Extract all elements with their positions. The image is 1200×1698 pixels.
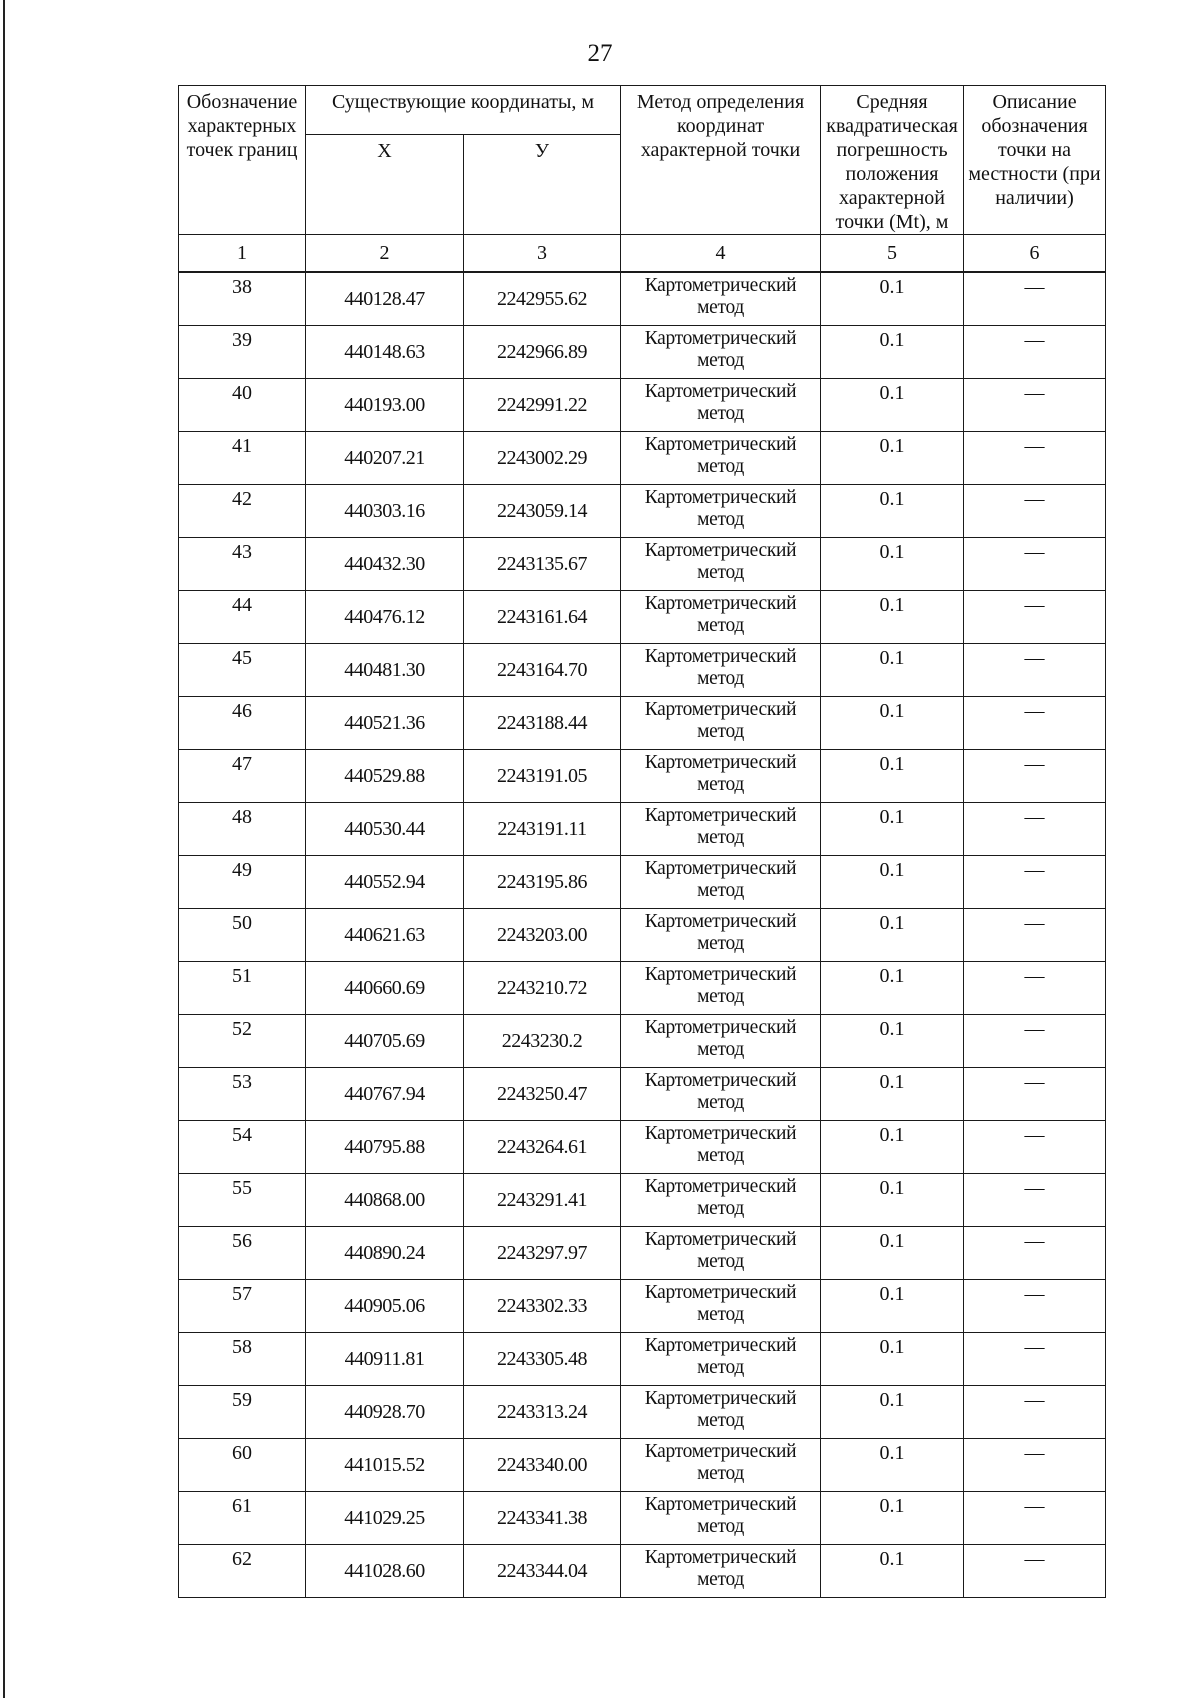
y-coordinate-cell: 2243297.97 [464, 1227, 621, 1280]
error-cell: 0.1 [821, 750, 964, 803]
method-cell: Картометрический метод [621, 485, 821, 538]
point-number-cell: 62 [179, 1545, 306, 1598]
y-coordinate-cell: 2243135.67 [464, 538, 621, 591]
y-coordinate-cell: 2243002.29 [464, 432, 621, 485]
description-cell: — [964, 1545, 1106, 1598]
description-cell: — [964, 1280, 1106, 1333]
column-number: 1 [179, 235, 306, 273]
point-number-cell: 49 [179, 856, 306, 909]
method-cell: Картометрический метод [621, 1227, 821, 1280]
x-coordinate-cell: 440481.30 [306, 644, 464, 697]
table-row [179, 1015, 1106, 1068]
error-cell: 0.1 [821, 1121, 964, 1174]
error-cell: 0.1 [821, 697, 964, 750]
description-cell: — [964, 697, 1106, 750]
table-row [179, 1333, 1106, 1386]
y-coordinate-cell: 2243191.05 [464, 750, 621, 803]
table-row [179, 909, 1106, 962]
description-cell: — [964, 750, 1106, 803]
header-mean-square-error: Средняя квадратическая погрешность положения характерной точки (Mt), м [821, 86, 964, 235]
point-number-cell: 60 [179, 1439, 306, 1492]
method-cell: Картометрический метод [621, 1280, 821, 1333]
error-cell: 0.1 [821, 909, 964, 962]
y-coordinate-cell: 2243344.04 [464, 1545, 621, 1598]
point-number-cell: 52 [179, 1015, 306, 1068]
point-number-cell: 44 [179, 591, 306, 644]
column-number: 2 [306, 235, 464, 273]
error-cell: 0.1 [821, 1492, 964, 1545]
point-number-cell: 53 [179, 1068, 306, 1121]
header-existing-coordinates: Существующие координаты, м [306, 86, 621, 135]
column-number: 3 [464, 235, 621, 273]
x-coordinate-cell: 440303.16 [306, 485, 464, 538]
method-cell: Картометрический метод [621, 856, 821, 909]
point-number-cell: 39 [179, 326, 306, 379]
table-row [179, 485, 1106, 538]
y-coordinate-cell: 2242991.22 [464, 379, 621, 432]
description-cell: — [964, 1068, 1106, 1121]
y-coordinate-cell: 2243230.2 [464, 1015, 621, 1068]
y-coordinate-cell: 2243313.24 [464, 1386, 621, 1439]
table-header [179, 86, 1106, 273]
table-row [179, 1492, 1106, 1545]
description-cell: — [964, 1227, 1106, 1280]
error-cell: 0.1 [821, 1174, 964, 1227]
error-cell: 0.1 [821, 1333, 964, 1386]
method-cell: Картометрический метод [621, 1068, 821, 1121]
error-cell: 0.1 [821, 1386, 964, 1439]
error-cell: 0.1 [821, 962, 964, 1015]
x-coordinate-cell: 440660.69 [306, 962, 464, 1015]
x-coordinate-cell: 440621.63 [306, 909, 464, 962]
point-number-cell: 42 [179, 485, 306, 538]
y-coordinate-cell: 2243161.64 [464, 591, 621, 644]
x-coordinate-cell: 440207.21 [306, 432, 464, 485]
y-coordinate-cell: 2243210.72 [464, 962, 621, 1015]
description-cell: — [964, 432, 1106, 485]
point-number-cell: 41 [179, 432, 306, 485]
point-number-cell: 59 [179, 1386, 306, 1439]
method-cell: Картометрический метод [621, 697, 821, 750]
table-row [179, 1545, 1106, 1598]
header-y: У [464, 135, 621, 235]
x-coordinate-cell: 440868.00 [306, 1174, 464, 1227]
x-coordinate-cell: 440432.30 [306, 538, 464, 591]
point-number-cell: 55 [179, 1174, 306, 1227]
y-coordinate-cell: 2243203.00 [464, 909, 621, 962]
method-cell: Картометрический метод [621, 326, 821, 379]
point-number-cell: 43 [179, 538, 306, 591]
header-point-designation: Обозначение характерных точек границ [179, 86, 306, 235]
description-cell: — [964, 856, 1106, 909]
point-number-cell: 40 [179, 379, 306, 432]
x-coordinate-cell: 440476.12 [306, 591, 464, 644]
description-cell: — [964, 1439, 1106, 1492]
method-cell: Картометрический метод [621, 962, 821, 1015]
y-coordinate-cell: 2243340.00 [464, 1439, 621, 1492]
method-cell: Картометрический метод [621, 1121, 821, 1174]
y-coordinate-cell: 2243164.70 [464, 644, 621, 697]
x-coordinate-cell: 440890.24 [306, 1227, 464, 1280]
point-number-cell: 57 [179, 1280, 306, 1333]
error-cell: 0.1 [821, 1227, 964, 1280]
y-coordinate-cell: 2243264.61 [464, 1121, 621, 1174]
method-cell: Картометрический метод [621, 803, 821, 856]
method-cell: Картометрический метод [621, 1333, 821, 1386]
header-point-description: Описание обозначения точки на местности (при наличии) [964, 86, 1106, 235]
table-row [179, 1439, 1106, 1492]
y-coordinate-cell: 2243195.86 [464, 856, 621, 909]
description-cell: — [964, 485, 1106, 538]
method-cell: Картометрический метод [621, 1439, 821, 1492]
point-number-cell: 56 [179, 1227, 306, 1280]
header-method: Метод определения координат характерной точки [621, 86, 821, 235]
table-row [179, 379, 1106, 432]
error-cell: 0.1 [821, 272, 964, 326]
x-coordinate-cell: 440705.69 [306, 1015, 464, 1068]
method-cell: Картометрический метод [621, 750, 821, 803]
y-coordinate-cell: 2243188.44 [464, 697, 621, 750]
description-cell: — [964, 1386, 1106, 1439]
table-row [179, 1068, 1106, 1121]
table-row [179, 1386, 1106, 1439]
description-cell: — [964, 803, 1106, 856]
page-left-edge-line [3, 0, 5, 1698]
table-row [179, 644, 1106, 697]
description-cell: — [964, 538, 1106, 591]
method-cell: Картометрический метод [621, 538, 821, 591]
error-cell: 0.1 [821, 326, 964, 379]
table-row [179, 750, 1106, 803]
method-cell: Картометрический метод [621, 379, 821, 432]
description-cell: — [964, 1015, 1106, 1068]
column-number: 4 [621, 235, 821, 273]
error-cell: 0.1 [821, 1068, 964, 1121]
y-coordinate-cell: 2243305.48 [464, 1333, 621, 1386]
table-row [179, 803, 1106, 856]
table-body [179, 272, 1106, 1598]
x-coordinate-cell: 440128.47 [306, 272, 464, 326]
method-cell: Картометрический метод [621, 644, 821, 697]
method-cell: Картометрический метод [621, 1545, 821, 1598]
point-number-cell: 58 [179, 1333, 306, 1386]
method-cell: Картометрический метод [621, 272, 821, 326]
description-cell: — [964, 909, 1106, 962]
x-coordinate-cell: 440905.06 [306, 1280, 464, 1333]
point-number-cell: 51 [179, 962, 306, 1015]
description-cell: — [964, 1121, 1106, 1174]
description-cell: — [964, 326, 1106, 379]
y-coordinate-cell: 2243191.11 [464, 803, 621, 856]
boundary-points-table [178, 85, 1106, 1598]
table-row [179, 326, 1106, 379]
header-x: X [306, 135, 464, 235]
table-row [179, 1280, 1106, 1333]
x-coordinate-cell: 441029.25 [306, 1492, 464, 1545]
x-coordinate-cell: 440530.44 [306, 803, 464, 856]
column-numbers-row [179, 235, 1106, 273]
method-cell: Картометрический метод [621, 1386, 821, 1439]
x-coordinate-cell: 441015.52 [306, 1439, 464, 1492]
y-coordinate-cell: 2243059.14 [464, 485, 621, 538]
x-coordinate-cell: 440521.36 [306, 697, 464, 750]
column-number: 6 [964, 235, 1106, 273]
point-number-cell: 47 [179, 750, 306, 803]
error-cell: 0.1 [821, 803, 964, 856]
description-cell: — [964, 272, 1106, 326]
method-cell: Картометрический метод [621, 1015, 821, 1068]
description-cell: — [964, 962, 1106, 1015]
table-row [179, 272, 1106, 326]
method-cell: Картометрический метод [621, 909, 821, 962]
method-cell: Картометрический метод [621, 432, 821, 485]
x-coordinate-cell: 440552.94 [306, 856, 464, 909]
point-number-cell: 48 [179, 803, 306, 856]
table-row [179, 856, 1106, 909]
table-row [179, 697, 1106, 750]
error-cell: 0.1 [821, 591, 964, 644]
point-number-cell: 38 [179, 272, 306, 326]
description-cell: — [964, 644, 1106, 697]
table-row [179, 1227, 1106, 1280]
error-cell: 0.1 [821, 432, 964, 485]
error-cell: 0.1 [821, 485, 964, 538]
point-number-cell: 54 [179, 1121, 306, 1174]
description-cell: — [964, 591, 1106, 644]
description-cell: — [964, 379, 1106, 432]
error-cell: 0.1 [821, 538, 964, 591]
x-coordinate-cell: 440928.70 [306, 1386, 464, 1439]
table-row [179, 1174, 1106, 1227]
error-cell: 0.1 [821, 1545, 964, 1598]
x-coordinate-cell: 441028.60 [306, 1545, 464, 1598]
error-cell: 0.1 [821, 644, 964, 697]
point-number-cell: 61 [179, 1492, 306, 1545]
method-cell: Картометрический метод [621, 1492, 821, 1545]
table-row [179, 962, 1106, 1015]
description-cell: — [964, 1174, 1106, 1227]
x-coordinate-cell: 440767.94 [306, 1068, 464, 1121]
x-coordinate-cell: 440795.88 [306, 1121, 464, 1174]
x-coordinate-cell: 440193.00 [306, 379, 464, 432]
error-cell: 0.1 [821, 379, 964, 432]
method-cell: Картометрический метод [621, 591, 821, 644]
y-coordinate-cell: 2243291.41 [464, 1174, 621, 1227]
table-row [179, 432, 1106, 485]
y-coordinate-cell: 2243250.47 [464, 1068, 621, 1121]
x-coordinate-cell: 440911.81 [306, 1333, 464, 1386]
y-coordinate-cell: 2242966.89 [464, 326, 621, 379]
x-coordinate-cell: 440529.88 [306, 750, 464, 803]
point-number-cell: 50 [179, 909, 306, 962]
x-coordinate-cell: 440148.63 [306, 326, 464, 379]
y-coordinate-cell: 2243302.33 [464, 1280, 621, 1333]
error-cell: 0.1 [821, 1439, 964, 1492]
error-cell: 0.1 [821, 1015, 964, 1068]
y-coordinate-cell: 2243341.38 [464, 1492, 621, 1545]
y-coordinate-cell: 2242955.62 [464, 272, 621, 326]
point-number-cell: 45 [179, 644, 306, 697]
page-number: 27 [587, 40, 613, 67]
error-cell: 0.1 [821, 1280, 964, 1333]
description-cell: — [964, 1333, 1106, 1386]
point-number-cell: 46 [179, 697, 306, 750]
description-cell: — [964, 1492, 1106, 1545]
column-number: 5 [821, 235, 964, 273]
table-row [179, 591, 1106, 644]
table-row [179, 1121, 1106, 1174]
table-row [179, 538, 1106, 591]
method-cell: Картометрический метод [621, 1174, 821, 1227]
error-cell: 0.1 [821, 856, 964, 909]
